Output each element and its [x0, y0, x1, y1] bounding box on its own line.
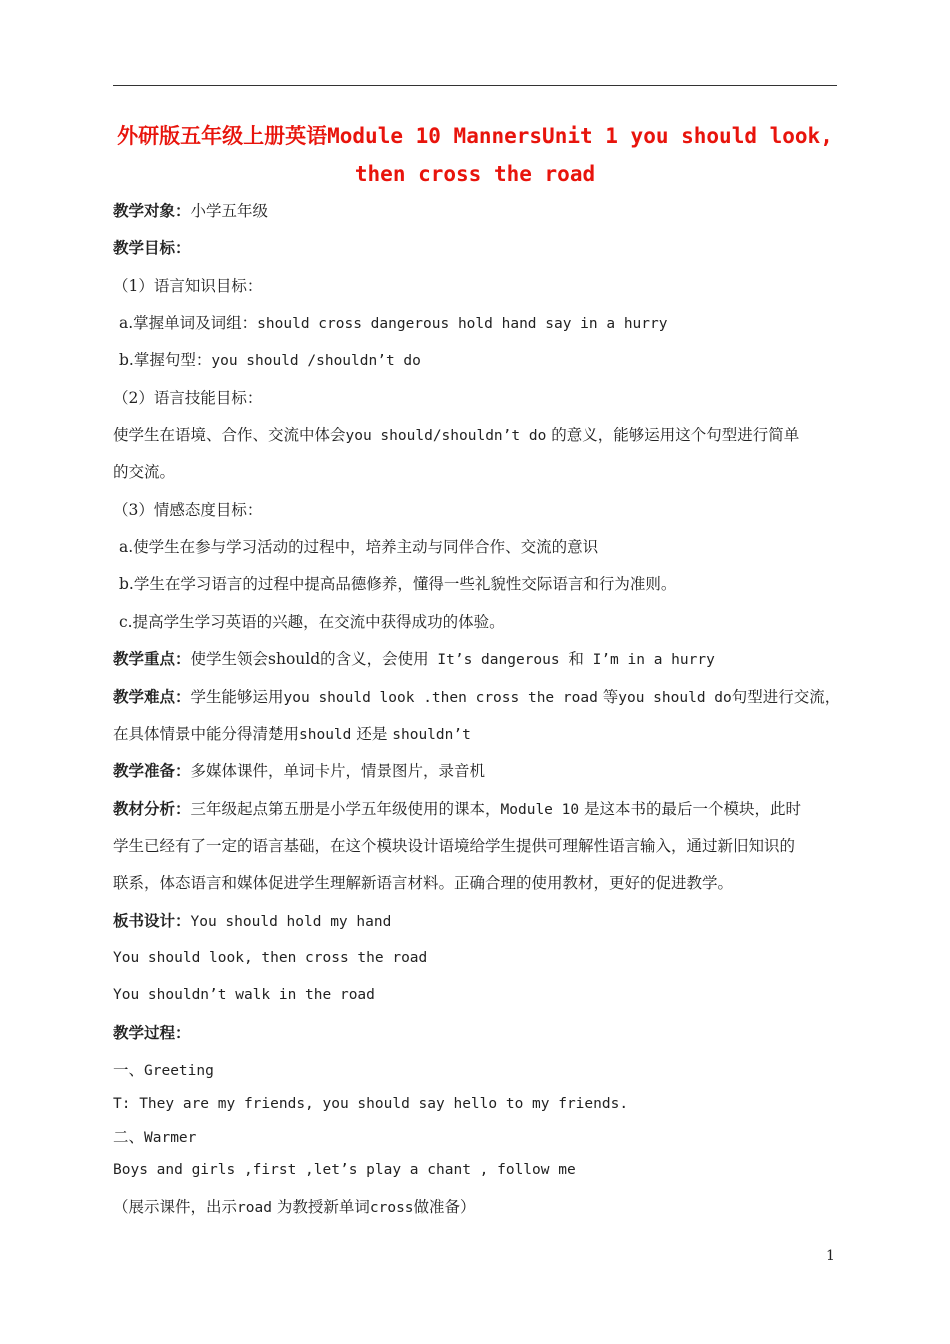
goal-3: （3）情感态度目标： — [113, 501, 263, 519]
difficulty-text-c: 句型进行交流， — [731, 688, 841, 706]
goal-1b — [119, 349, 854, 372]
analysis-l1-a: 三年级起点第五册是小学五年级使用的课本， — [190, 800, 501, 818]
difficulty-text-en1: you should look .then cross the road — [283, 690, 598, 706]
goal-3a: a.使学生在参与学习活动的过程中，培养主动与同伴合作、交流的意识 — [119, 538, 599, 556]
note-en1: road — [237, 1200, 272, 1216]
board-line-2: You should look, then cross the road — [113, 950, 428, 966]
goal-2-text — [113, 424, 848, 447]
difficulty-text-en2: you should do — [618, 690, 732, 706]
key-point-line — [113, 648, 848, 671]
difficulty-line-2 — [113, 723, 848, 746]
goal-1: （1）语言知识目标： — [113, 277, 263, 295]
difficulty-text-b: 等 — [597, 688, 619, 706]
difficulty-line — [113, 686, 848, 709]
doc-title-line2: then cross the road — [354, 162, 596, 186]
object-label: 教学对象： — [113, 201, 191, 220]
analysis-line-3: 联系，体态语言和媒体促进学生理解新语言材料。正确合理的使用教材，更好的促进教学。 — [113, 874, 734, 892]
analysis-label: 教材分析： — [113, 799, 191, 818]
key-text-en1: It’s dangerous — [428, 652, 569, 668]
goal-1b-en: you should /shouldn’t do — [211, 353, 421, 369]
goal-2-text-b: 的意义，能够运用这个句型进行简单 — [546, 426, 800, 444]
process-step-2-text: Boys and girls ,first ,let’s play a chant , follow me — [113, 1162, 576, 1178]
analysis-line-2: 学生已经有了一定的语言基础，在这个模块设计语境给学生提供可理解性语言输入，通过新旧知识的 — [113, 837, 796, 855]
process-step-2-note — [113, 1196, 848, 1219]
process-step-2 — [113, 1126, 848, 1149]
goal-1b-cn: b.掌握句型： — [119, 351, 212, 369]
difficulty-text-a: 学生能够运用 — [190, 688, 284, 706]
analysis-line-1 — [113, 798, 848, 821]
goal-3b: b.学生在学习语言的过程中提高品德修养，懂得一些礼貌性交际语言和行为准则。 — [119, 575, 677, 593]
key-text-en2: I’m in a hurry — [583, 652, 715, 668]
note-b: 为教授新单词 — [271, 1198, 370, 1216]
prep-value: 多媒体课件，单词卡片，情景图片，录音机 — [190, 762, 486, 780]
prep-line — [113, 760, 848, 782]
step-2-en: Warmer — [144, 1130, 197, 1146]
analysis-l1-b: 是这本书的最后一个模块，此时 — [579, 800, 802, 818]
difficulty-line2-a: 在具体情景中能分得清楚用 — [113, 725, 300, 743]
object-value: 小学五年级 — [190, 202, 269, 220]
process-step-1-text: T: They are my friends, you should say hello to my friends. — [113, 1096, 629, 1112]
note-c: 做准备） — [413, 1198, 476, 1216]
goal-2: （2）语言技能目标： — [113, 389, 263, 407]
key-text-a: 使学生领会should的含义，会使用 — [190, 650, 429, 668]
note-en2: cross — [369, 1200, 414, 1216]
process-label: 教学过程： — [113, 1023, 191, 1042]
title-en: Module 10 MannersUnit 1 you should look, — [327, 124, 833, 148]
title-cn: 外研版五年级上册英语 — [117, 124, 328, 148]
goal-3c: c.提高学生学习英语的兴趣，在交流中获得成功的体验。 — [119, 613, 505, 631]
key-label: 教学重点： — [113, 649, 191, 668]
goal-2-text-a: 使学生在语境、合作、交流中体会 — [113, 426, 346, 444]
doc-title-line1 — [113, 118, 837, 155]
page-number: 1 — [826, 1248, 835, 1264]
board-line-3: You shouldn’t walk in the road — [113, 987, 375, 1003]
difficulty-label: 教学难点： — [113, 687, 191, 706]
board-l1: You should hold my hand — [190, 914, 392, 930]
key-text-b: 和 — [568, 650, 584, 668]
step-1-en: Greeting — [144, 1063, 214, 1079]
analysis-l1-en: Module 10 — [500, 802, 580, 818]
object-line — [113, 200, 848, 222]
goal-1a — [119, 312, 854, 335]
difficulty-line2-en: should — [299, 727, 352, 743]
step-2-cn: 二、 — [113, 1128, 145, 1146]
goal-1a-cn: a.掌握单词及词组： — [119, 314, 258, 332]
prep-label: 教学准备： — [113, 761, 191, 780]
goals-label: 教学目标： — [113, 238, 191, 257]
header-rule — [113, 85, 837, 86]
goal-2-text-en: you should/shouldn’t do — [345, 428, 547, 444]
note-a: （展示课件，出示 — [113, 1198, 238, 1216]
difficulty-line2-b: 还是 — [351, 725, 393, 743]
process-step-1 — [113, 1059, 848, 1082]
goal-1a-en: should cross dangerous hold hand say in a hurry — [257, 316, 668, 332]
goal-2-text-c: 的交流。 — [113, 463, 176, 481]
step-1-cn: 一、 — [113, 1061, 145, 1079]
board-line-1 — [113, 910, 848, 933]
difficulty-line2-en2: shouldn’t — [392, 727, 471, 743]
board-label: 板书设计： — [113, 911, 191, 930]
